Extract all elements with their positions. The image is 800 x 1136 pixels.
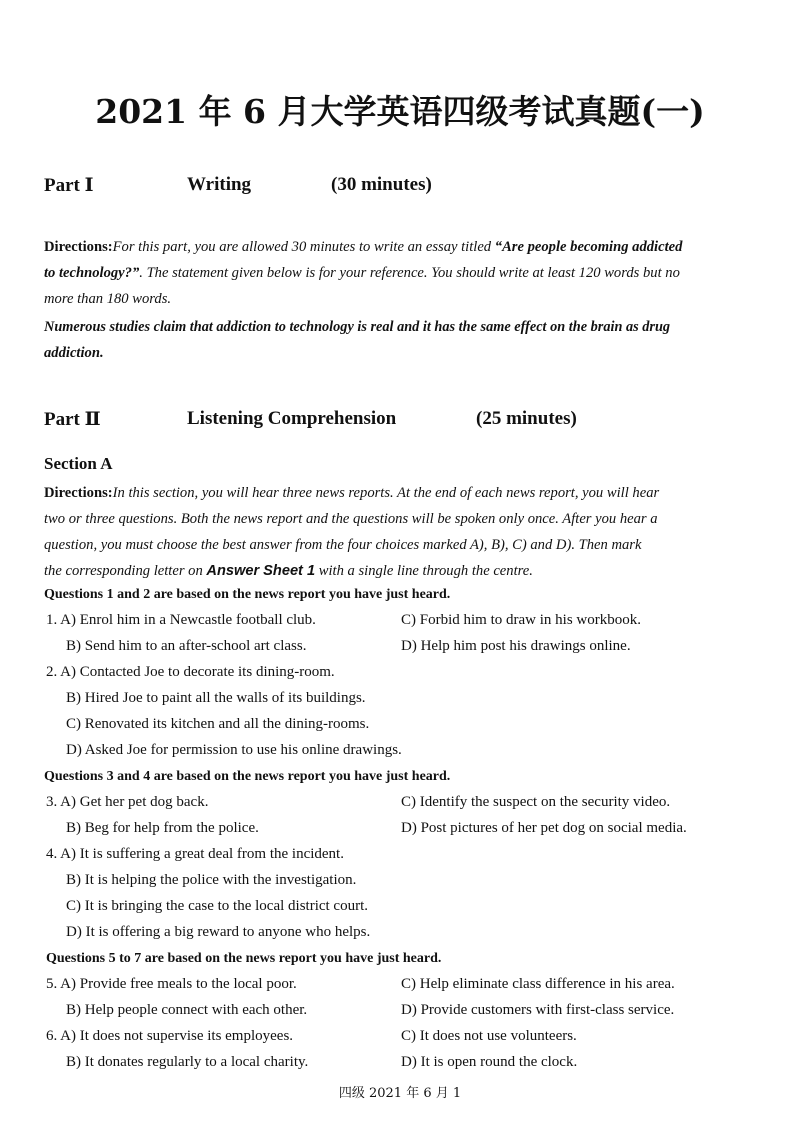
part1-directions-line2: to technology?”. The statement given below is for your reference. You should write at least 120 words but no [44,265,680,281]
q3-option-a: 3. A) Get her pet dog back. [46,794,209,810]
part1-directions-line1: Directions:For this part, you are allowed 30 minutes to write an essay titled “Are people becoming addicted [44,239,683,255]
q1-option-b: B) Send him to an after-school art class. [66,638,307,654]
directions-label: Directions: [44,239,113,255]
part2-time: (25 minutes) [476,408,577,429]
answer-sheet-label: Answer Sheet 1 [206,563,316,579]
question-group-1-heading: Questions 1 and 2 are based on the news report you have just heard. [44,587,451,602]
q6-option-b: B) It donates regularly to a local charity. [66,1054,309,1070]
section-a-heading: Section A [44,454,113,473]
q3-option-d: D) Post pictures of her pet dog on social media. [401,820,687,836]
q6-option-a: 6. A) It does not supervise its employees. [46,1028,294,1044]
question-group-3-heading: Questions 5 to 7 are based on the news report you have just heard. [46,951,442,966]
part2-label: Part Ⅱ [44,409,101,430]
q4-option-d: D) It is offering a big reward to anyone who helps. [66,924,371,940]
part1-directions-line3: more than 180 words. [44,291,172,307]
q3-option-b: B) Beg for help from the police. [66,820,259,836]
q3-option-c: C) Identify the suspect on the security video. [401,794,671,810]
q6-option-d: D) It is open round the clock. [401,1054,578,1070]
q5-option-a: 5. A) Provide free meals to the local poor. [46,976,297,992]
q2-option-d: D) Asked Joe for permission to use his online drawings. [66,742,402,758]
part1-time: (30 minutes) [331,174,432,195]
q5-option-d: D) Provide customers with first-class service. [401,1002,675,1018]
part2-directions-line4: the corresponding letter on Answer Sheet 1 with a single line through the centre. [44,563,533,579]
q4-option-c: C) It is bringing the case to the local district court. [66,898,369,914]
page-footer: 四级 2021 年 6 月 1 [338,1086,462,1101]
essay-statement-line2: addiction. [44,345,104,361]
q5-option-c: C) Help eliminate class difference in his area. [401,976,675,992]
part2-directions-line3: question, you must choose the best answer from the four choices marked A), B), C) and D). Then mark [44,537,642,553]
part2-directions-line1: Directions:In this section, you will hear three news reports. At the end of each news report, you will hear [44,485,660,501]
part2-name: Listening Comprehension [187,408,397,429]
part1-name: Writing [187,174,252,195]
page-title: 2021 年 6 月大学英语四级考试真题(一) [95,92,705,131]
q1-option-c: C) Forbid him to draw in his workbook. [401,612,641,628]
q5-option-b: B) Help people connect with each other. [66,1002,308,1018]
part2-directions-line2: two or three questions. Both the news report and the questions will be spoken only once. After you hear a [44,511,658,527]
essay-statement-line1: Numerous studies claim that addiction to technology is real and it has the same effect on the brain as drug [44,319,671,335]
q2-option-a: 2. A) Contacted Joe to decorate its dining-room. [46,664,335,680]
q4-option-a: 4. A) It is suffering a great deal from the incident. [46,846,344,862]
q4-option-b: B) It is helping the police with the investigation. [66,872,357,888]
q6-option-c: C) It does not use volunteers. [401,1028,577,1044]
q1-option-d: D) Help him post his drawings online. [401,638,631,654]
part1-label: Part Ⅰ [44,175,94,196]
q1-option-a: 1. A) Enrol him in a Newcastle football club. [46,612,316,628]
question-group-2-heading: Questions 3 and 4 are based on the news report you have just heard. [44,769,451,784]
q2-option-b: B) Hired Joe to paint all the walls of its buildings. [66,690,366,706]
q2-option-c: C) Renovated its kitchen and all the dining-rooms. [66,716,370,732]
